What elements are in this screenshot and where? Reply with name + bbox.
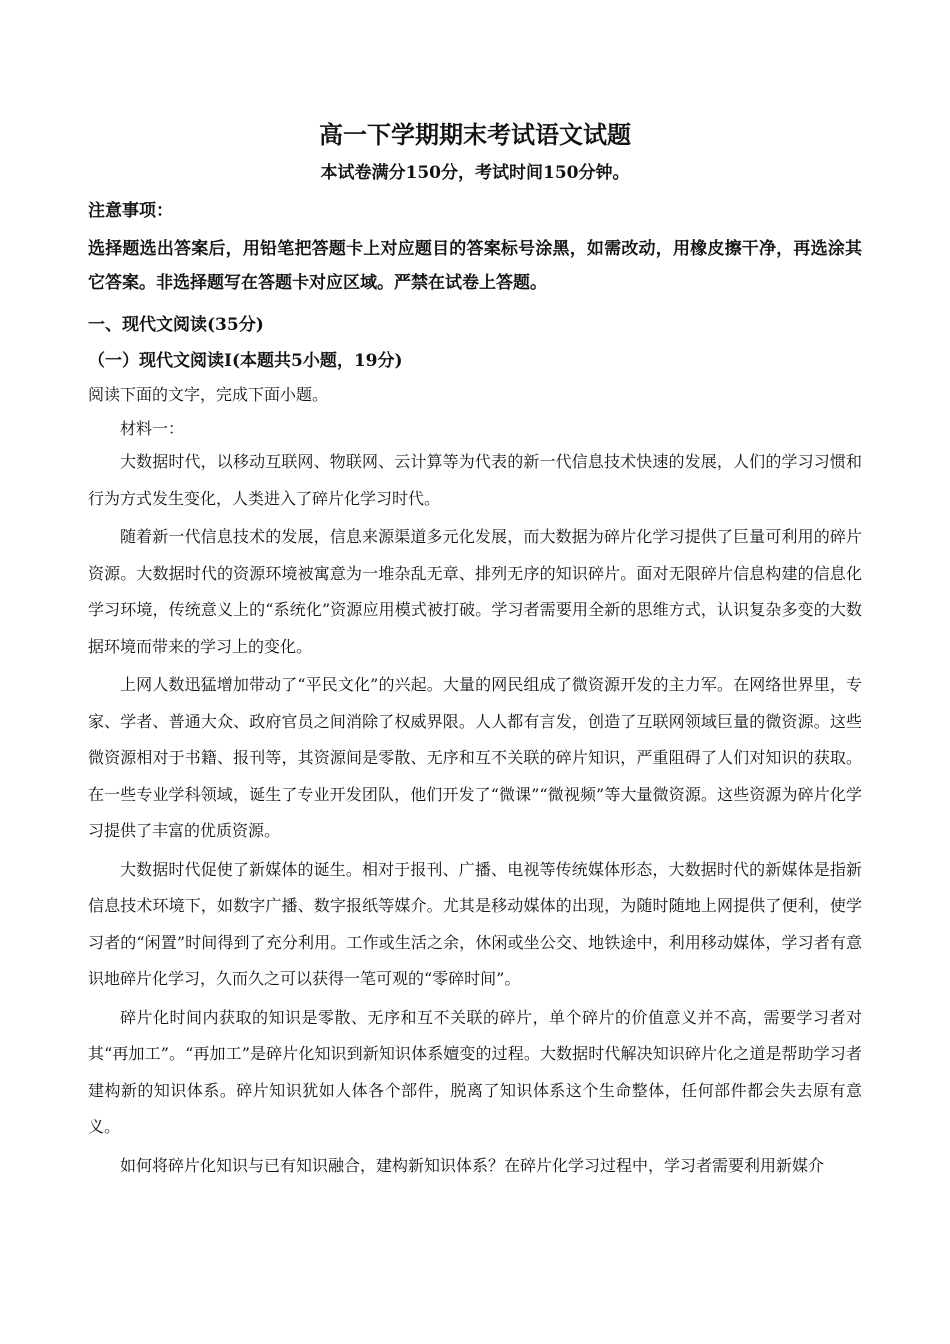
- exam-title: 高一下学期期末考试语文试题: [319, 120, 631, 149]
- exam-subtitle: 本试卷满分150分，考试时间150分钟。: [320, 163, 630, 183]
- material-label: 材料一：: [120, 419, 185, 438]
- notice-text: 选择题选出答案后，用铅笔把答题卡上对应题目的答案标号涂黑，如需改动，用橡皮擦干净，再选涂其它答案。非选择题写在答题卡对应区域。严禁在试卷上答题。: [88, 239, 862, 293]
- subsection-heading: （一）现代文阅读I(本题共5小题，19分): [88, 351, 403, 371]
- section-heading: 一、现代文阅读(35分): [88, 315, 264, 335]
- reading-instruction: 阅读下面的文字，完成下面小题。: [88, 385, 329, 404]
- paragraph: 大数据时代，以移动互联网、物联网、云计算等为代表的新一代信息技术快速的发展，人们的学习习惯和行为方式发生变化，人类进入了碎片化学习时代。: [88, 452, 862, 508]
- paragraph: 随着新一代信息技术的发展，信息来源渠道多元化发展，而大数据为碎片化学习提供了巨量可利用的碎片资源。大数据时代的资源环境被寓意为一堆杂乱无章、排列无序的知识碎片。面对无限碎片信息构建的信息化学习环境，传统意义上的“系统化”资源应用模式被打破。学习者需要用全新的思维方式，认识复杂多变的大数据环境而带来的学习上的变化。: [88, 527, 862, 656]
- paragraph: 大数据时代促使了新媒体的诞生。相对于报刊、广播、电视等传统媒体形态，大数据时代的新媒体是指新信息技术环境下，如数字广播、数字报纸等媒介。尤其是移动媒体的出现，为随时随地上网提供了便利，使学习者的“闲置”时间得到了充分利用。工作或生活之余，休闲或坐公交、地铁途中，利用移动媒体，学习者有意识地碎片化学习，久而久之可以获得一笔可观的“零碎时间”。: [88, 859, 862, 988]
- paragraph: 碎片化时间内获取的知识是零散、无序和互不关联的碎片，单个碎片的价值意义并不高，需要学习者对其“再加工”。“再加工”是碎片化知识到新知识体系嬗变的过程。大数据时代解决知识碎片化之道是帮助学习者建构新的知识体系。碎片知识犹如人体各个部件，脱离了知识体系这个生命整体，任何部件都会失去原有意义。: [88, 1007, 862, 1136]
- paragraph: 如何将碎片化知识与已有知识融合，建构新知识体系？在碎片化学习过程中，学习者需要利用新媒介: [120, 1155, 825, 1175]
- paragraph: 上网人数迅猛增加带动了“平民文化”的兴起。大量的网民组成了微资源开发的主力军。在网络世界里，专家、学者、普通大众、政府官员之间消除了权威界限。人人都有言发，创造了互联网领域巨量的微资源。这些微资源相对于书籍、报刊等，其资源间是零散、无序和互不关联的碎片知识，严重阻碍了人们对知识的获取。在一些专业学科领域，诞生了专业开发团队，他们开发了“微课”“微视频”等大量微资源。这些资源为碎片化学习提供了丰富的优质资源。: [88, 675, 862, 840]
- notice-heading: 注意事项：: [88, 201, 173, 221]
